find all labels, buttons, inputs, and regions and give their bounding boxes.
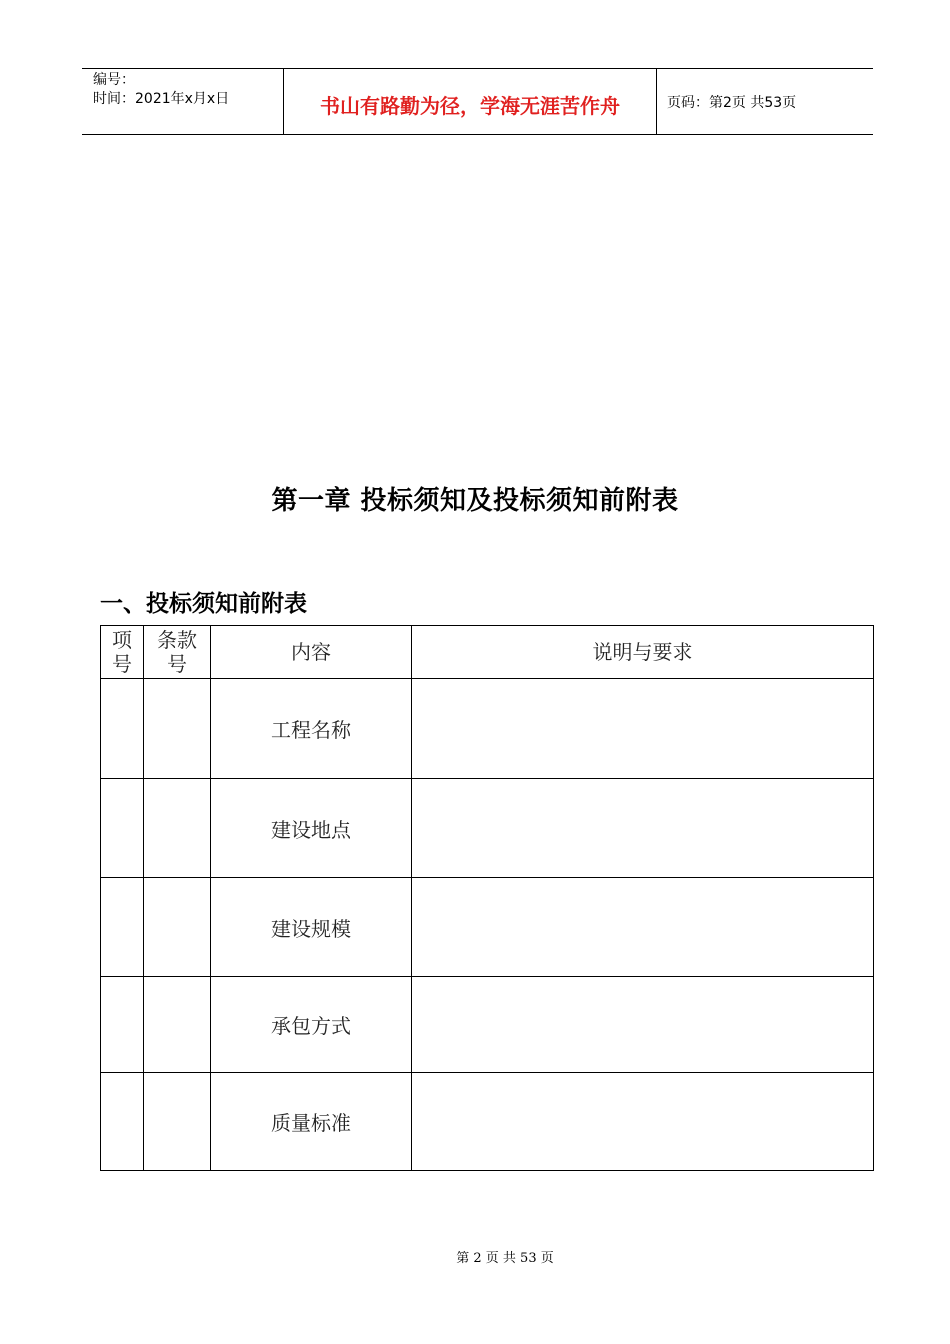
cell-content: 承包方式	[211, 977, 412, 1073]
cell-item-no	[101, 977, 144, 1073]
cell-description	[412, 1073, 874, 1171]
header-motto: 书山有路勤为径，学海无涯苦作舟	[284, 69, 657, 135]
cell-description	[412, 779, 874, 878]
cell-clause-no	[144, 1073, 211, 1171]
header-item-no-line1: 项	[112, 628, 132, 652]
cell-clause-no	[144, 779, 211, 878]
cell-content: 工程名称	[211, 679, 412, 779]
table-row	[101, 779, 874, 878]
header-item-no-line2: 号	[112, 652, 132, 676]
cell-description	[412, 977, 874, 1073]
table-row	[101, 977, 874, 1073]
table-header-row	[101, 626, 874, 679]
cell-description	[412, 878, 874, 977]
cell-clause-no	[144, 977, 211, 1073]
header-description: 说明与要求	[412, 626, 874, 679]
bidding-annex-table	[100, 625, 874, 1171]
cell-clause-no	[144, 878, 211, 977]
page-header	[82, 68, 873, 135]
header-meta	[82, 69, 284, 135]
cell-item-no	[101, 679, 144, 779]
cell-content: 质量标准	[211, 1073, 412, 1171]
header-item-no	[101, 626, 144, 679]
cell-item-no	[101, 779, 144, 878]
cell-item-no	[101, 878, 144, 977]
page-footer: 第 2 页 共 53 页	[456, 1251, 554, 1266]
document-number-label: 编号：	[93, 72, 135, 88]
table-row	[101, 1073, 874, 1171]
header-clause-no	[144, 626, 211, 679]
cell-clause-no	[144, 679, 211, 779]
cell-item-no	[101, 1073, 144, 1171]
cell-description	[412, 679, 874, 779]
section-title: 一、投标须知前附表	[100, 591, 307, 617]
cell-content: 建设规模	[211, 878, 412, 977]
chapter-title: 第一章 投标须知及投标须知前附表	[271, 486, 679, 516]
document-time: 时间：2021年x月x日	[93, 91, 230, 107]
header-content: 内容	[211, 626, 412, 679]
table-row	[101, 679, 874, 779]
table-row	[101, 878, 874, 977]
header-clause-no-line2: 号	[167, 652, 187, 676]
cell-content: 建设地点	[211, 779, 412, 878]
header-clause-no-line1: 条款	[157, 628, 197, 652]
header-page-info: 页码：第2页 共53页	[667, 95, 797, 111]
